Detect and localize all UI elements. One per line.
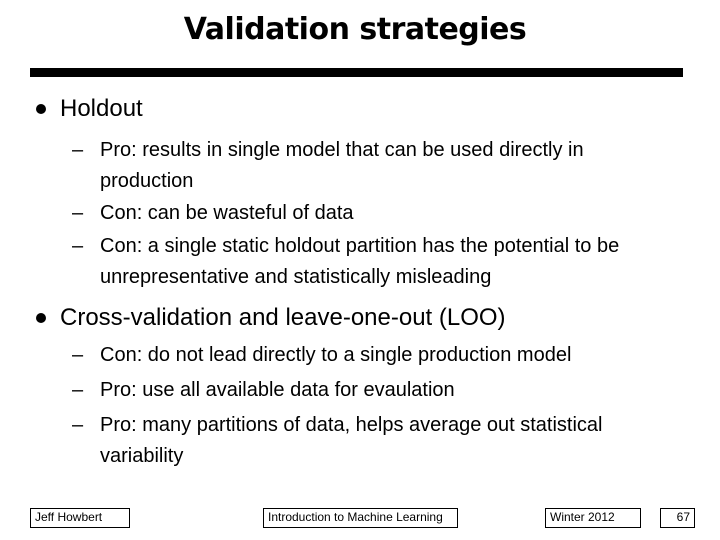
dash-icon: – (72, 202, 84, 224)
sub-bullet-text: Con: a single static holdout partition has the potential to be unrepresentative and statistically misleading (100, 235, 620, 288)
footer-author: Jeff Howbert (30, 508, 130, 528)
bullet-text: Holdout (60, 95, 143, 122)
bullet-text: Cross-validation and leave-one-out (LOO) (60, 304, 506, 331)
bullet-dot-icon (36, 313, 46, 323)
dash-icon: – (72, 344, 84, 366)
dash-icon: – (72, 139, 84, 161)
bullet-dot-icon (36, 104, 46, 114)
dash-icon: – (72, 379, 84, 401)
footer-course: Introduction to Machine Learning (263, 508, 458, 528)
title-divider (30, 68, 683, 77)
page-number: 67 (660, 508, 695, 528)
sub-bullet-text: Pro: results in single model that can be used directly in production (100, 139, 584, 192)
dash-icon: – (72, 414, 84, 436)
sub-bullet-text: Pro: use all available data for evaulation (100, 379, 455, 401)
sub-bullet-text: Con: do not lead directly to a single production model (100, 344, 572, 366)
footer-term: Winter 2012 (545, 508, 641, 528)
sub-bullet-text: Con: can be wasteful of data (100, 202, 354, 224)
slide-title: Validation strategies (183, 12, 527, 47)
dash-icon: – (72, 235, 84, 257)
sub-bullet-text: Pro: many partitions of data, helps average out statistical variability (100, 414, 603, 467)
